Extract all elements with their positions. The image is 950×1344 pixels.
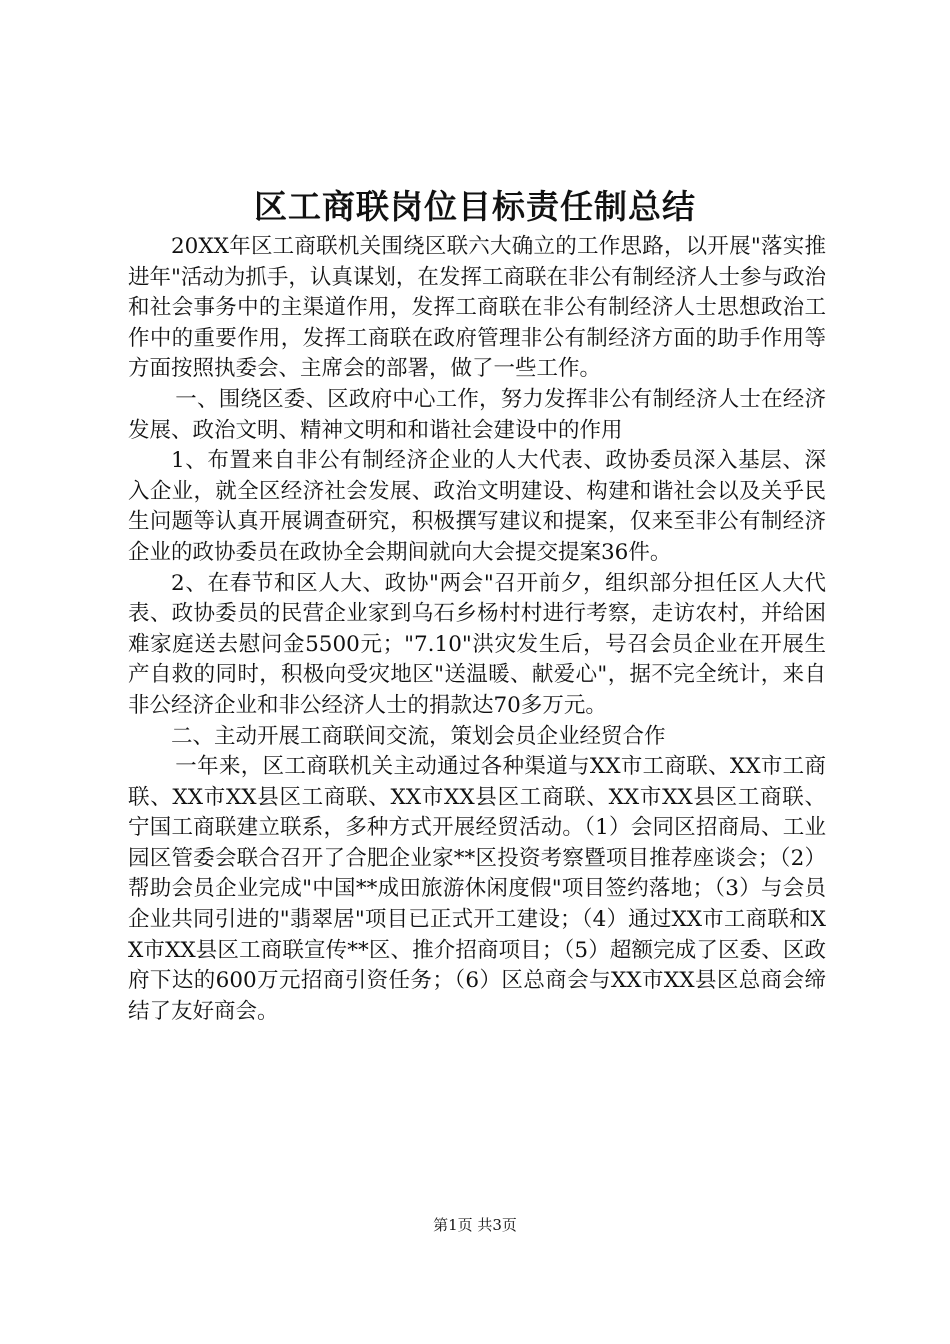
section-heading-2: 二、主动开展工商联间交流，策划会员企业经贸合作	[171, 723, 666, 749]
section-1-item-1: 1、布置来自非公有制经济企业的人大代表、政协委员深入基层、深入企业，就全区经济社会发展、政治文明建设、构建和谐社会以及关乎民生问题等认真开展调查研究，积极撰写建议和提案，仅来至非公有制经济企业的政协委员在政协全会期间就向大会提交提案36件。	[128, 448, 826, 565]
document-title: 区工商联岗位目标责任制总结	[254, 187, 696, 226]
section-heading-1: 一、围绕区委、区政府中心工作，努力发挥非公有制经济人士在经济发展、政治文明、精神文明和和谐社会建设中的作用	[128, 386, 826, 443]
section-1-item-2: 2、在春节和区人大、政协"两会"召开前夕，组织部分担任区人大代表、政协委员的民营企业家到乌石乡杨村村进行考察，走访农村，并给困难家庭送去慰问金5500元；"7.10"洪灾发生后，号召会员企业在开展生产自救的同时，积极向受灾地区"送温暖、献爱心"，据不完全统计，来自非公经济企业和非公经济人士的捐款达70多万元。	[128, 570, 826, 718]
section-2-paragraph: 一年来，区工商联机关主动通过各种渠道与XX市工商联、XX市工商联、XX市XX县区工商联、XX市XX县区工商联、XX市XX县区工商联、宁国工商联建立联系，多种方式开展经贸活动。（1）会同区招商局、工业园区管委会联合召开了合肥企业家**区投资考察暨项目推荐座谈会；（2）帮助会员企业完成"中国**成田旅游休闲度假"项目签约落地；（3）与会员企业共同引进的"翡翠居"项目已正式开工建设；（4）通过XX市工商联和XX市XX县区工商联宣传**区、推介招商项目；（5）超额完成了区委、区政府下达的600万元招商引资任务；（6）区总商会与XX市XX县区总商会缔结了友好商会。	[128, 754, 826, 1024]
intro-paragraph: 20XX年区工商联机关围绕区联六大确立的工作思路，以开展"落实推进年"活动为抓手，认真谋划，在发挥工商联在非公有制经济人士参与政治和社会事务中的主渠道作用，发挥工商联在非公有制经济人士思想政治工作中的重要作用，发挥工商联在政府管理非公有制经济方面的助手作用等方面按照执委会、主席会的部署，做了一些工作。	[128, 234, 826, 382]
page-footer: 第1页 共3页	[433, 1216, 517, 1234]
document-body	[128, 232, 826, 1027]
